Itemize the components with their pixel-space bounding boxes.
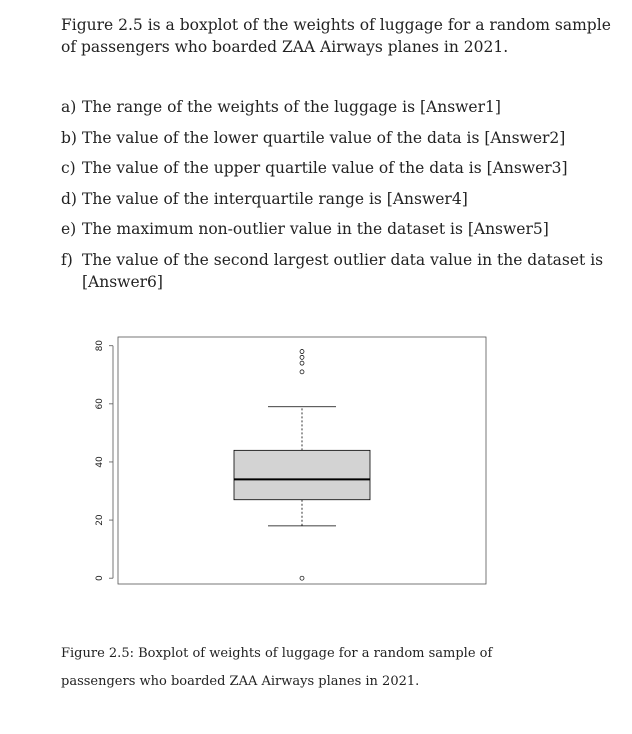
question-text: The maximum non-outlier value in the dataset is [Answer5] — [82, 220, 549, 238]
question-f — [61, 249, 621, 293]
outlier-point-1 — [300, 576, 304, 580]
outlier-point-4 — [300, 355, 304, 359]
boxplot-figure — [0, 320, 632, 600]
question-e — [61, 218, 621, 240]
question-text: The range of the weights of the luggage is [Answer1] — [82, 98, 501, 116]
question-c — [61, 157, 621, 179]
outlier-point-3 — [300, 361, 304, 365]
y-tick-label-40: 40 — [95, 456, 105, 468]
question-text: The value of the interquartile range is [Answer4] — [82, 189, 468, 208]
y-tick-label-20: 20 — [95, 514, 105, 526]
question-label: a) — [61, 98, 77, 116]
question-label: d) — [61, 189, 77, 208]
question-label: c) — [61, 159, 76, 177]
question-d — [61, 188, 621, 210]
question-label: b) — [61, 128, 77, 147]
question-list — [61, 96, 621, 301]
box-iqr — [234, 450, 370, 499]
y-tick-label-0: 0 — [95, 575, 105, 582]
outlier-point-2 — [300, 370, 304, 374]
figure-caption: Figure 2.5: Boxplot of weights of luggage for a random sample of passengers who boarded ZAA Airways planes in 2021. — [61, 646, 493, 689]
question-label: f) — [61, 250, 73, 269]
question-text: The value of the lower quartile value of the data is [Answer2] — [82, 128, 566, 147]
y-tick-label-60: 60 — [95, 398, 105, 410]
outlier-point-5 — [300, 350, 304, 354]
question-label: e) — [61, 220, 77, 238]
question-text: The value of the upper quartile value of the data is [Answer3] — [82, 159, 568, 177]
question-a — [61, 96, 621, 118]
intro-paragraph: Figure 2.5 is a boxplot of the weights of luggage for a random sample of passengers who boarded ZAA Airways planes in 2021. — [61, 16, 611, 56]
question-b — [61, 127, 621, 149]
question-text: The value of the second largest outlier data value in the dataset is [Answer6] — [82, 250, 604, 291]
y-tick-label-80: 80 — [95, 339, 105, 352]
